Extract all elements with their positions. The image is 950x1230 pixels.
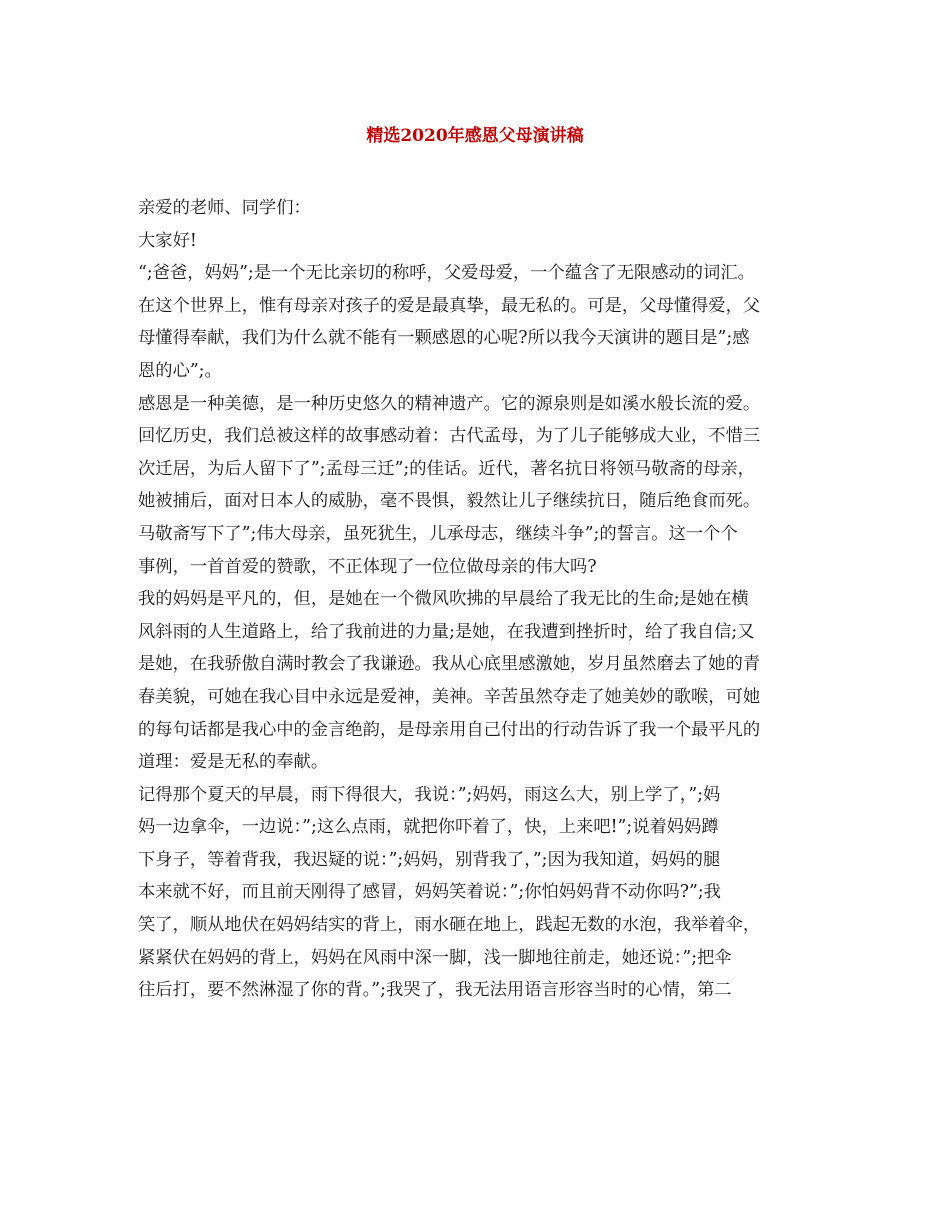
text-line: 是她，在我骄傲自满时教会了我谦逊。我从心底里感激她，岁月虽然磨去了她的青 xyxy=(138,654,761,675)
document-body xyxy=(138,192,818,1007)
document-title: 精选2020年感恩父母演讲稿 xyxy=(366,126,584,146)
text-line: 的每句话都是我心中的金言绝韵，是母亲用自己付出的行动告诉了我一个最平凡的 xyxy=(138,719,761,740)
text-line: 往后打，要不然淋湿了你的背。”;我哭了，我无法用语言形容当时的心情，第二 xyxy=(138,980,732,1001)
text-line: 母懂得奉献，我们为什么就不能有一颗感恩的心呢?所以我今天演讲的题目是”;感 xyxy=(138,328,750,349)
text-line: 恩的心”;。 xyxy=(138,360,222,381)
text-line: 在这个世界上，惟有母亲对孩子的爱是最真挚，最无私的。可是，父母懂得爱，父 xyxy=(138,295,761,316)
text-line: 道理：爱是无私的奉献。 xyxy=(138,752,329,773)
text-line: 次迁居，为后人留下了”;孟母三迁”;的佳话。近代，著名抗日将领马敬斋的母亲， xyxy=(138,458,755,479)
text-line: 事例，一首首爱的赞歌，不正体现了一位位做母亲的伟大吗? xyxy=(138,556,597,577)
text-line: 亲爱的老师、同学们： xyxy=(138,198,311,218)
text-line: 我的妈妈是平凡的，但，是她在一个微风吹拂的早晨给了我无比的生命;是她在横 xyxy=(138,589,749,610)
text-line: 记得那个夏天的早晨，雨下得很大，我说：”;妈妈，雨这么大，别上学了，”;妈 xyxy=(138,784,721,805)
text-line: 马敬斋写下了”;伟大母亲，虽死犹生，儿承母志，继续斗争”;的誓言。这一个个 xyxy=(138,523,738,544)
text-line: 风斜雨的人生道路上，给了我前进的力量;是她，在我遭到挫折时，给了我自信;又 xyxy=(138,621,755,642)
text-line: “;爸爸，妈妈”;是一个无比亲切的称呼，父爱母爱，一个蕴含了无限感动的词汇。 xyxy=(138,263,755,284)
text-line: 紧紧伏在妈妈的背上，妈妈在风雨中深一脚，浅一脚地往前走，她还说：”;把伞 xyxy=(138,947,732,968)
text-line: 感恩是一种美德，是一种历史悠久的精神遗产。它的源泉则是如溪水般长流的爱。 xyxy=(138,393,761,414)
text-line: 笑了，顺从地伏在妈妈结实的背上，雨水砸在地上，践起无数的水泡，我举着伞， xyxy=(138,915,761,936)
text-line: 大家好! xyxy=(138,230,197,251)
text-line: 本来就不好，而且前天刚得了感冒，妈妈笑着说：”;你怕妈妈背不动你吗?”;我 xyxy=(138,882,721,903)
text-line: 回忆历史，我们总被这样的故事感动着：古代孟母，为了儿子能够成大业，不惜三 xyxy=(138,426,761,447)
text-line: 她被捕后，面对日本人的威胁，毫不畏惧，毅然让儿子继续抗日，随后绝食而死。 xyxy=(138,491,761,512)
text-line: 下身子，等着背我，我迟疑的说：”;妈妈，别背我了，”;因为我知道，妈妈的腿 xyxy=(138,849,721,870)
text-line: 妈一边拿伞，一边说：”;这么点雨，就把你吓着了，快，上来吧!”;说着妈妈蹲 xyxy=(138,817,719,838)
text-line: 春美貌，可她在我心目中永远是爱神，美神。辛苦虽然夺走了她美妙的歌喉，可她 xyxy=(138,686,761,707)
